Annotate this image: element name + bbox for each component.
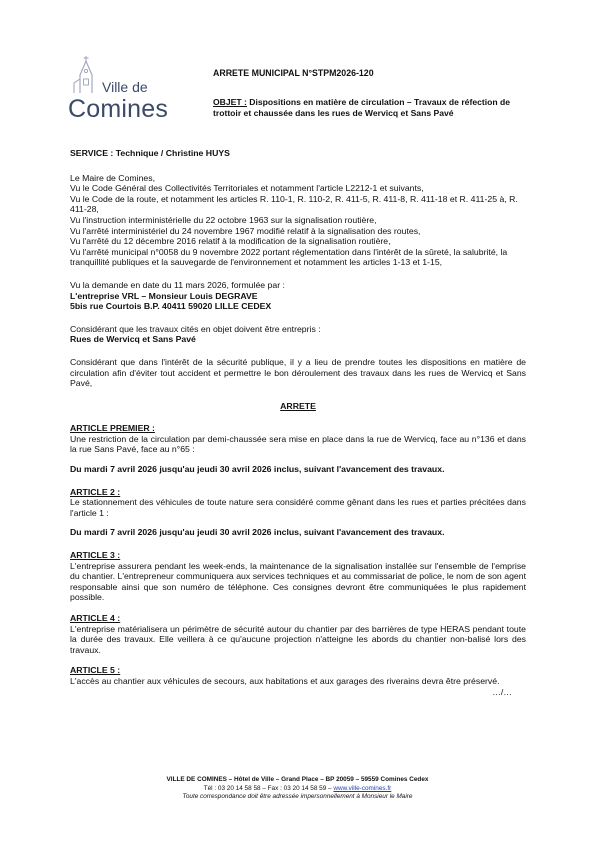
article-date: Du mardi 7 avril 2026 jusqu'au jeudi 30 avril 2026 inclus, suivant l'avancement des travaux.: [70, 464, 445, 475]
arrete-heading: ARRETE: [280, 400, 316, 411]
vu-item: Vu l'arrêté du 12 décembre 2016 relatif à la modification de la signalisation routière,: [70, 236, 391, 247]
vu-item: Vu l'instruction interministérielle du 22 octobre 1963 sur la signalisation routière,: [70, 214, 377, 225]
article-date: Du mardi 7 avril 2026 jusqu'au jeudi 30 avril 2026 inclus, suivant l'avancement des travaux.: [70, 527, 445, 538]
vu-item: Vu l'arrêté interministériel du 24 novembre 1967 modifié relatif à la signalisation des routes,: [70, 225, 421, 236]
page-footer: [0, 776, 595, 802]
article-text: Une restriction de la circulation par demi-chaussée sera mise en place dans la rue de Wervicq, face au n°136 et dans la rue Sans Pavé, face au n°65 :: [70, 433, 526, 455]
footer-contact: [0, 785, 595, 794]
entreprise-name: L'entreprise VRL – Monsieur Louis DEGRAVE: [70, 290, 258, 301]
demande-line: Vu la demande en date du 11 mars 2026, formulée par :: [70, 279, 285, 290]
service-line: SERVICE : Technique / Christine HUYS: [70, 148, 230, 158]
article-text: L'entreprise assurera pendant les week-ends, la maintenance de la signalisation installée sur l'ensemble de l'emprise du chantier. L'entrepreneur communiquera aux services techniques et au commissariat de police, le nom de son agent responsable ainsi que son numéro de téléphone. Ces consignes devront être communiquées le plus rapidement possible.: [70, 560, 526, 603]
document-body: [70, 148, 526, 697]
church-tower-icon: [66, 55, 106, 95]
article-title: ARTICLE 4 :: [70, 613, 121, 623]
footer-phone-fax: Tél : 03 20 14 58 58 – Fax : 03 20 14 58 59 –: [203, 784, 334, 792]
objet-text: Dispositions en matière de circulation – Travaux de réfection de trottoir et chaussée dans les rues de Wervicq et Sans Pavé: [213, 97, 511, 118]
logo-ville-de: Ville de: [102, 79, 148, 95]
considerant-securite: Considérant que dans l'intérêt de la sécurité publique, il y a lieu de prendre toutes les dispositions en matière de circulation afin d'éviter tout accident et permettre le bon déroulement des travaux dans les rues de Wervicq et Sans Pavé,: [70, 356, 526, 389]
ville-de-comines-logo: [66, 55, 176, 125]
article-text: L'entreprise matérialisera un périmètre de sécurité autour du chantier par des barrières de type HERAS pendant toute la durée des travaux. Elle veillera à ce qu'aucune projection n'atteigne les abords du chantier non-balisé lors des travaux.: [70, 623, 526, 655]
footer-note: Toute correspondance doit être adressée impersonnellement à Monsieur le Maire: [182, 793, 413, 801]
website-link[interactable]: www.ville-comines.fr: [333, 784, 392, 792]
article-title: ARTICLE 3 :: [70, 550, 121, 561]
continuation-mark: …/…: [492, 686, 512, 697]
vu-item: Vu le Code Général des Collectivités Territoriales et notamment l'article L2212-1 et suivants,: [70, 183, 424, 194]
footer-address: VILLE DE COMINES – Hôtel de Ville – Grand Place – BP 20059 – 59559 Comines Cedex: [166, 776, 429, 783]
objet-block: [213, 97, 513, 119]
maire-line: Le Maire de Comines,: [70, 172, 155, 183]
article-text: Le stationnement des véhicules de toute nature sera considéré comme gênant dans les rues et parties précitées dans l'article 1 :: [70, 497, 526, 518]
article-title: ARTICLE 2 :: [70, 486, 121, 497]
arrete-number: ARRETE MUNICIPAL N°STPM2026-120: [213, 68, 374, 78]
entreprise-address: 5bis rue Courtois B.P. 40411 59020 LILLE CEDEX: [70, 301, 272, 312]
vu-item: Vu l'arrêté municipal n°0058 du 9 novembre 2022 portant réglementation dans l'intérêt de la sûreté, la salubrité, la tranquillité publiques et la sauvegarde de l'environnement et notamment les articles 1-13 et 1-15,: [70, 246, 508, 268]
considerant-travaux: Considérant que les travaux cités en objet doivent être entrepris :: [70, 323, 321, 334]
article-title: ARTICLE 5 :: [70, 665, 121, 676]
objet-label: OBJET :: [213, 97, 247, 107]
article-text: L'accès au chantier aux véhicules de secours, aux habitations et aux garages des riverains devra être préservé.: [70, 675, 500, 686]
article-title: ARTICLE PREMIER :: [70, 423, 155, 434]
logo-comines: Comines: [68, 95, 169, 123]
considerant-rues: Rues de Wervicq et Sans Pavé: [70, 334, 196, 345]
vu-item: Vu le Code de la route, et notamment les articles R. 110-1, R. 110-2, R. 411-5, R. 411-8, R. 411-18 et R. 411-25 à, R. 411-28,: [70, 193, 518, 215]
